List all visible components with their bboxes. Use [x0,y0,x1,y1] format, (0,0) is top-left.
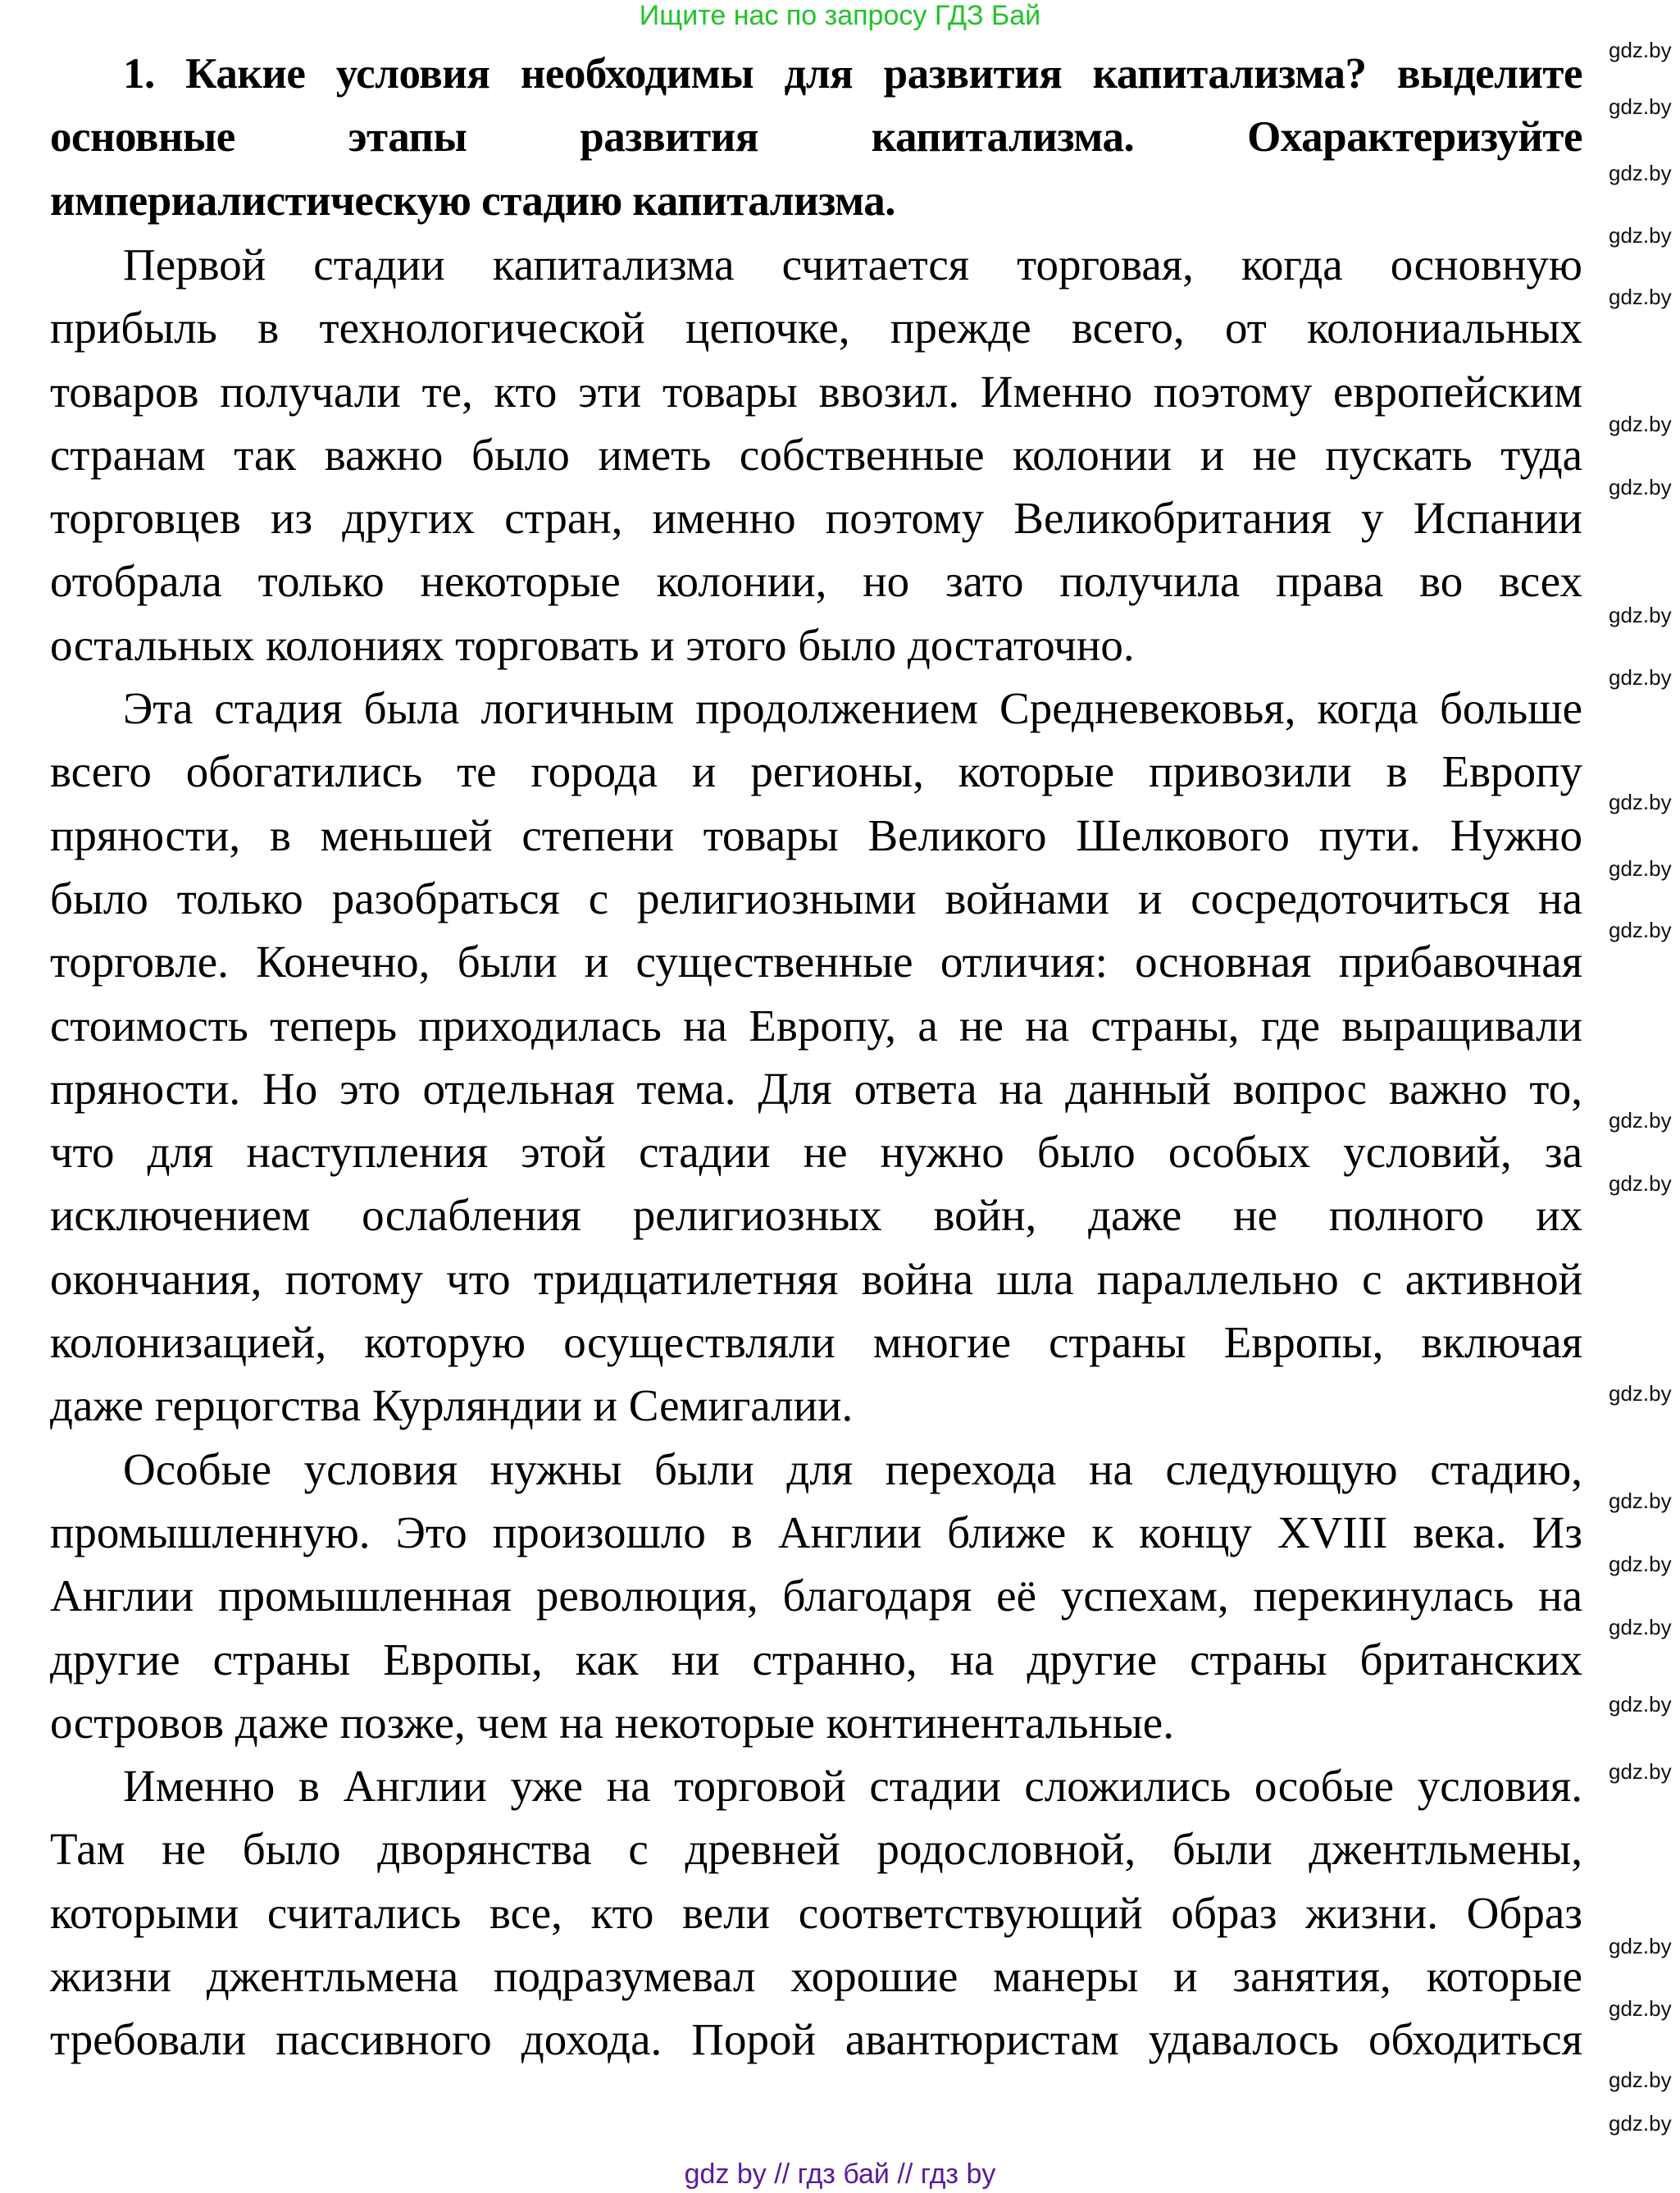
paragraph-line: жизни джентльмена подразумевал хорошие манеры и занятия, которые [50,1951,1582,2001]
paragraph-line: Именно в Англии уже на торговой стадии сложились особые условия. [123,1761,1582,1811]
watermark-text: gdz.by [1609,603,1672,627]
paragraph-line: промышленную. Это произошло в Англии ближе к концу XVIII века. Из [50,1507,1582,1557]
paragraph-line: товаров получали те, кто эти товары ввозил. Именно поэтому европейским [50,367,1582,417]
watermark-text: gdz.by [1609,2111,1672,2136]
paragraph-line: было только разобраться с религиозными войнами и сосредоточиться на [50,873,1582,923]
paragraph-line: торговцев из других стран, именно поэтому Великобритания у Испании [50,493,1582,543]
paragraph-line: стоимость теперь приходилась на Европу, а не на страны, где выращивали [50,1001,1582,1051]
paragraph-line: которыми считались все, кто вели соответствующий образ жизни. Образ [50,1888,1582,1938]
watermark-text: gdz.by [1609,223,1672,248]
footer-links[interactable]: gdz by // гдз бай // гдз by [684,2159,996,2190]
watermark-text: gdz.by [1609,1171,1672,1196]
watermark-text: gdz.by [1609,918,1672,942]
question-title-line: основные этапы развития капитализма. Охарактеризуйте [50,113,1582,161]
paragraph-line: пряности, в меньшей степени товары Великого Шелкового пути. Нужно [50,810,1582,860]
paragraph-line: остальных колониях торговать и этого было достаточно. [50,620,1135,670]
paragraph-line: Первой стадии капитализма считается торговая, когда основную [123,239,1582,290]
paragraph-line: колонизацией, которую осуществляли многие страны Европы, включая [50,1317,1582,1367]
watermark-text: gdz.by [1609,1615,1672,1639]
watermark-text: gdz.by [1609,1489,1672,1513]
watermark-text: gdz.by [1609,1934,1672,1958]
paragraph-line: всего обогатились те города и регионы, которые привозили в Европу [50,746,1582,796]
watermark-text: gdz.by [1609,1108,1672,1133]
paragraph-line: что для наступления этой стадии не нужно было особых условий, за [50,1127,1582,1177]
paragraph-line: Особые условия нужны были для перехода на следующую стадию, [123,1444,1582,1494]
paragraph-line: островов даже позже, чем на некоторые континентальные. [50,1698,1174,1748]
paragraph-line: торговле. Конечно, были и существенные отличия: основная прибавочная [50,937,1582,987]
paragraph-line: даже герцогства Курляндии и Семигалии. [50,1380,854,1430]
watermark-text: gdz.by [1609,475,1672,499]
search-banner: Ищите нас по запросу ГДЗ Бай [639,0,1041,31]
watermark-text: gdz.by [1609,94,1672,119]
watermark-text: gdz.by [1609,790,1672,814]
watermark-text: gdz.by [1609,856,1672,881]
watermark-text: gdz.by [1609,2068,1672,2092]
watermark-text: gdz.by [1609,665,1672,690]
watermark-text: gdz.by [1609,1996,1672,2021]
watermark-text: gdz.by [1609,285,1672,309]
paragraph-line: Англии промышленная революция, благодаря её успехам, перекинулась на [50,1571,1582,1621]
watermark-text: gdz.by [1609,1552,1672,1576]
paragraph-line: пряности. Но это отдельная тема. Для ответа на данный вопрос важно то, [50,1064,1582,1114]
question-title-line: империалистическую стадию капитализма. [50,177,896,225]
paragraph-line: исключением ослабления религиозных войн, даже не полного их [50,1190,1582,1240]
paragraph-line: Там не было дворянства с древней родословной, были джентльмены, [50,1824,1582,1874]
watermark-text: gdz.by [1609,412,1672,436]
paragraph-line: другие страны Европы, как ни странно, на другие страны британских [50,1634,1582,1685]
watermark-text: gdz.by [1609,161,1672,185]
paragraph-line: отобрала только некоторые колонии, но зато получила права во всех [50,556,1582,606]
paragraph-line: окончания, потому что тридцатилетняя война шла параллельно с активной [50,1254,1582,1304]
paragraph-line: странам так важно было иметь собственные колонии и не пускать туда [50,430,1582,480]
watermark-text: gdz.by [1609,38,1672,62]
paragraph-line: прибыль в технологической цепочке, прежде всего, от колониальных [50,303,1582,353]
paragraph-line: Эта стадия была логичным продолжением Средневековья, когда больше [123,683,1582,733]
watermark-text: gdz.by [1609,1692,1672,1717]
watermark-text: gdz.by [1609,1381,1672,1406]
paragraph-line: требовали пассивного дохода. Порой авантюристам удавалось обходиться [50,2014,1582,2064]
watermark-text: gdz.by [1609,1759,1672,1784]
question-title-line: 1. Какие условия необходимы для развития капитализма? выделите [123,50,1582,98]
